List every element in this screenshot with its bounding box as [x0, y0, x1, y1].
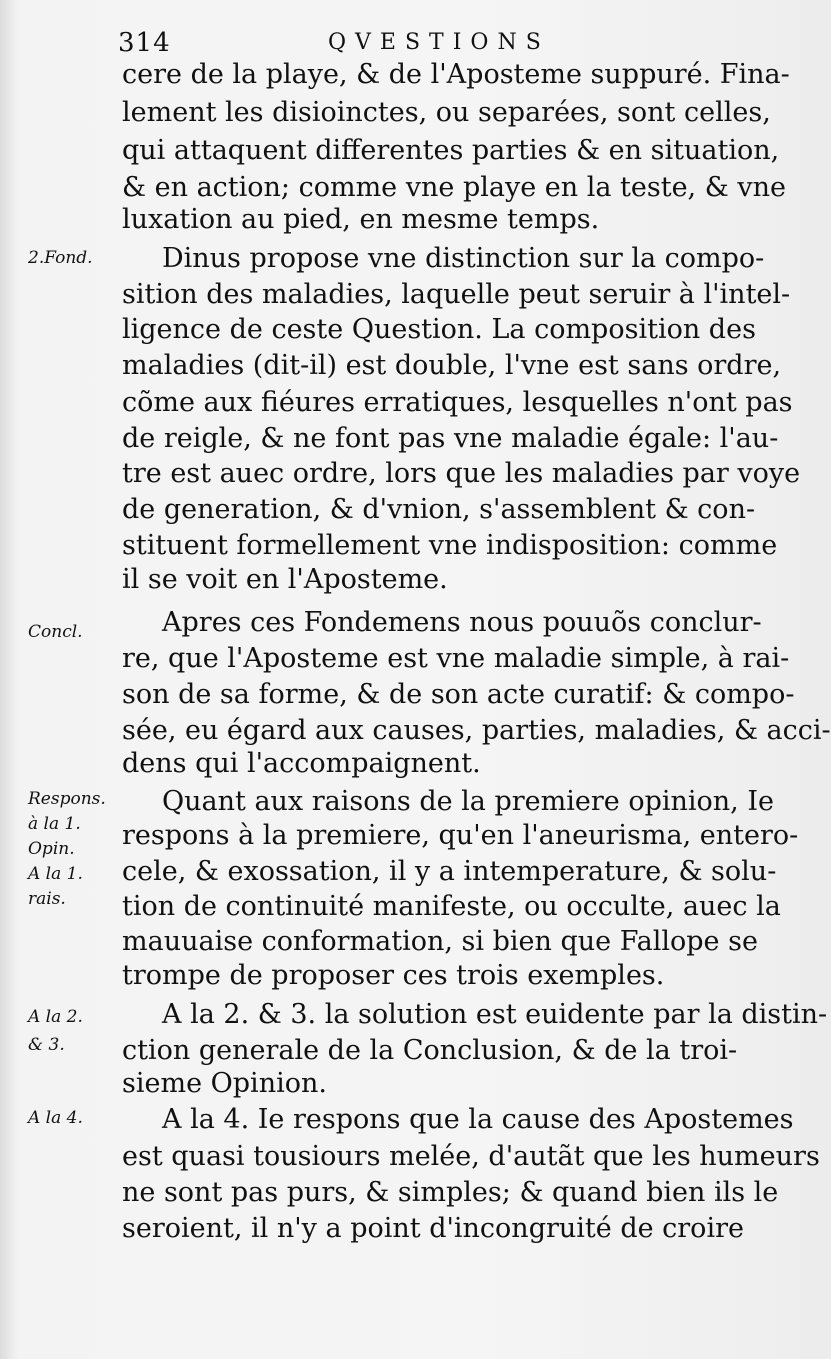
text-line: sée, eu égard aux causes, parties, maladies, & acci-: [122, 715, 831, 746]
text-line: A la 4. Ie respons que la cause des Apostemes: [162, 1104, 794, 1135]
text-line: mauuaise conformation, si bien que Fallope se: [122, 926, 758, 957]
text-line: seroient, il n'y a point d'incongruité de croire: [122, 1213, 744, 1244]
text-line: stituent formellement vne indisposition: comme: [122, 530, 778, 561]
text-line: sieme Opinion.: [122, 1068, 327, 1099]
margin-note: & 3.: [28, 1035, 65, 1055]
running-head: QVESTIONS: [328, 30, 550, 55]
text-line: sition des maladies, laquelle peut seruir à l'intel-: [122, 279, 791, 310]
text-line: Quant aux raisons de la premiere opinion, Ie: [162, 786, 774, 817]
text-line: cele, & exossation, il y a intemperature, & solu-: [122, 856, 777, 887]
text-line: qui attaquent differentes parties & en situation,: [122, 135, 780, 166]
text-line: respons à la premiere, qu'en l'aneurisma, entero-: [122, 820, 799, 851]
text-line: Apres ces Fondemens nous pouuõs conclur-: [162, 607, 762, 638]
margin-note: Opin.: [28, 839, 75, 859]
margin-note: Respons.: [28, 789, 106, 809]
page-number: 314: [118, 28, 171, 58]
text-line: ne sont pas purs, & simples; & quand bien ils le: [122, 1177, 779, 1208]
text-line: tion de continuité manifeste, ou occulte, auec la: [122, 891, 781, 922]
text-line: A la 2. & 3. la solution est euidente par la distin-: [162, 999, 828, 1030]
margin-note: 2.Fond.: [28, 248, 93, 268]
text-line: dens qui l'accompaignent.: [122, 748, 481, 779]
margin-note: rais.: [28, 889, 66, 909]
text-line: maladies (dit-il) est double, l'vne est sans ordre,: [122, 350, 782, 381]
margin-note: A la 1.: [28, 864, 83, 884]
text-line: ction generale de la Conclusion, & de la troi-: [122, 1035, 738, 1066]
margin-note: A la 2.: [28, 1007, 83, 1027]
text-line: de generation, & d'vnion, s'assemblent & con-: [122, 494, 756, 525]
text-line: cere de la playe, & de l'Aposteme suppuré. Fina-: [122, 59, 790, 90]
margin-note: A la 4.: [28, 1108, 83, 1128]
text-line: Dinus propose vne distinction sur la compo-: [162, 243, 765, 274]
text-line: lement les disioinctes, ou separées, sont celles,: [122, 97, 771, 128]
text-line: son de sa forme, & de son acte curatif: & compo-: [122, 679, 795, 710]
text-line: trompe de proposer ces trois exemples.: [122, 960, 665, 991]
margin-note: Concl.: [28, 622, 83, 642]
text-line: il se voit en l'Aposteme.: [122, 564, 448, 595]
text-line: de reigle, & ne font pas vne maladie égale: l'au-: [122, 423, 779, 454]
margin-note: à la 1.: [28, 814, 81, 834]
text-line: luxation au pied, en mesme temps.: [122, 204, 600, 235]
text-line: est quasi tousiours melée, d'autãt que les humeurs: [122, 1141, 820, 1172]
text-line: cõme aux fiéures erratiques, lesquelles n'ont pas: [122, 387, 793, 418]
text-line: & en action; comme vne playe en la teste, & vne: [122, 172, 786, 203]
text-line: ligence de ceste Question. La composition des: [122, 314, 756, 345]
text-line: tre est auec ordre, lors que les maladies par voye: [122, 458, 801, 489]
text-line: re, que l'Aposteme est vne maladie simple, à rai-: [122, 643, 790, 674]
